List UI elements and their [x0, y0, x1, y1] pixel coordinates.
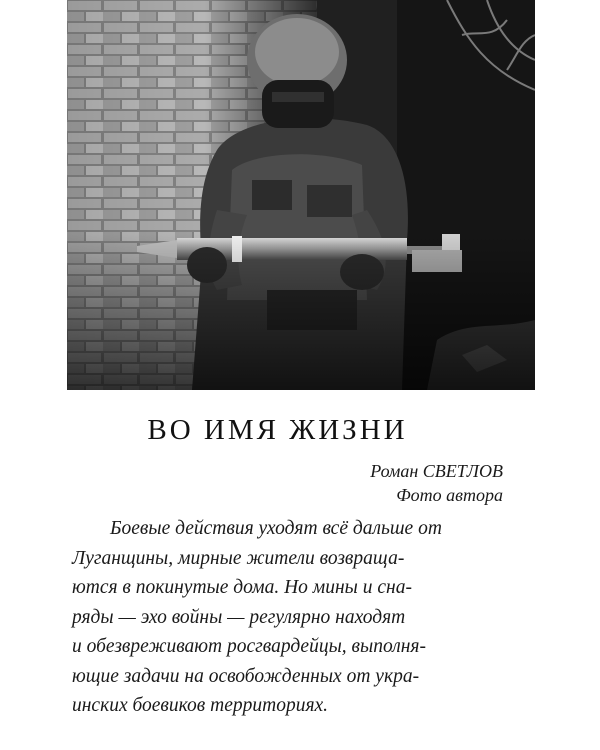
lead-line: Луганщины, мирные жители возвраща-: [72, 547, 405, 569]
byline: [370, 459, 503, 507]
lead-line: ются в покинутые дома. Но мины и сна-: [72, 577, 412, 598]
lead-line: и обезвреживают росгвардейцы, выполня-: [72, 636, 426, 657]
lead-line: Боевые действия уходят всё дальше от: [110, 518, 442, 539]
photo-credit: Фото автора: [396, 485, 503, 505]
article-title: ВО ИМЯ ЖИЗНИ: [147, 414, 408, 446]
lead-line: инских боевиков территориях.: [72, 695, 329, 716]
article-lead: [72, 514, 502, 721]
lead-line: ряды — эхо войны — регулярно находят: [72, 606, 406, 628]
author-name: Роман СВЕТЛОВ: [370, 461, 503, 481]
lead-line: ющие задачи на освобожденных от укра-: [72, 665, 420, 687]
article-photo: [67, 0, 535, 390]
